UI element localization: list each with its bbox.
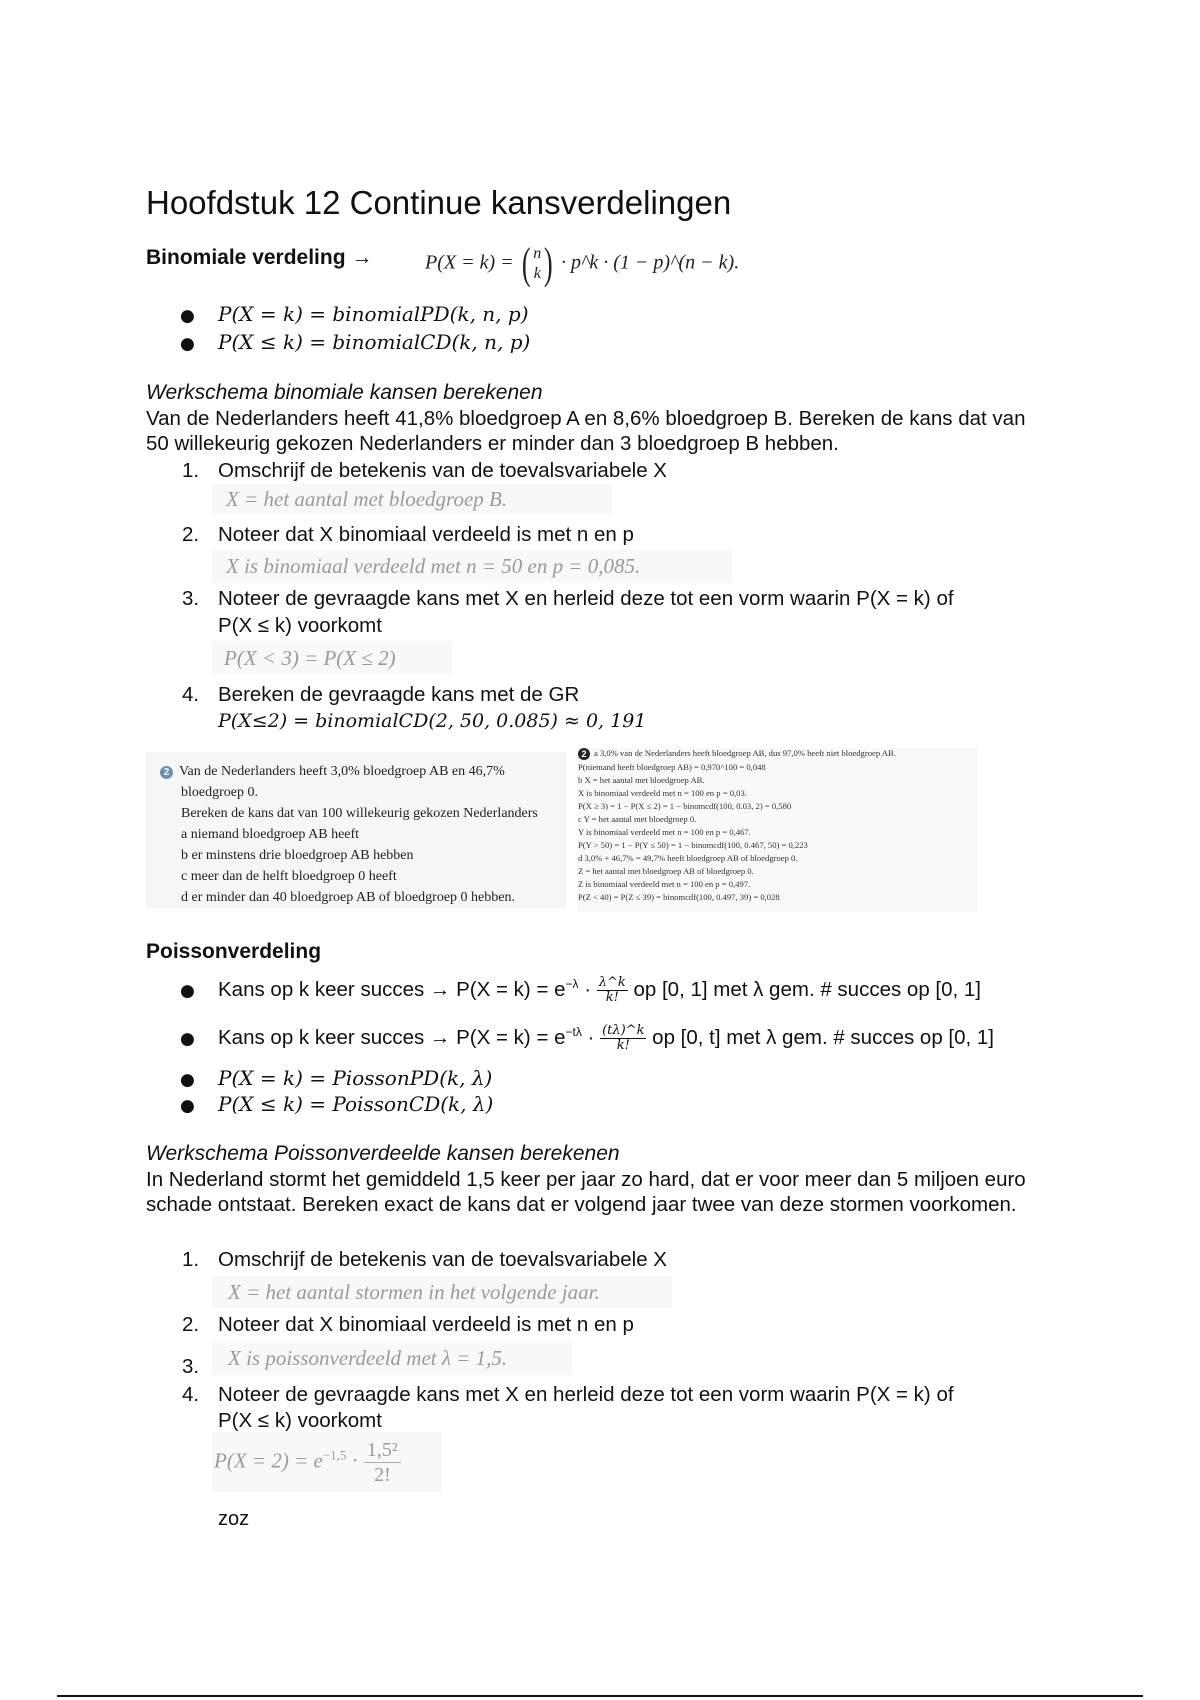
exercise-line-3: Bereken de kans dat van 100 willekeurig gekozen Nederlanders (181, 806, 538, 821)
exercise-line-c: c meer dan de helft bloedgroep 0 heeft (181, 869, 397, 884)
footer-note: zoz (218, 1508, 250, 1530)
footer-rule (57, 1695, 1143, 1697)
binomial-answer-3: P(X < 3) = P(X ≤ 2) (224, 646, 396, 670)
poisson-bullet-2-pre: Kans op k keer succes → P(X = k) = e (218, 1025, 566, 1049)
binomial-answer-2: X is binomiaal verdeeld met n = 50 en p = 0,085. (226, 554, 641, 578)
poisson-problem: In Nederland stormt het gemiddeld 1,5 keer per jaar zo hard, dat er voor meer dan 5 miljoen euro schade ontstaat. Bereken exact de kans dat er volgend jaar twee van deze stormen voorkomen. (146, 1168, 1026, 1216)
binomial-step-3: 3. Noteer de gevraagde kans met X en herleid deze tot een vorm waarin P(X = k) of (182, 587, 954, 610)
poisson-bullet-2-frac: $\frac{(t\lambda)\^{}k}{k!}$ (602, 1023, 645, 1053)
paren-left: ( (521, 239, 531, 288)
solution-line-8: P(Y > 50) = 1 − P(Y ≤ 50) = 1 − binomcdf(100, 0.467, 50) = 0,223 (578, 840, 808, 850)
poisson-answer-3: X is poissonverdeeld met λ = 1,5. (228, 1346, 508, 1370)
solution-line-12: P(Z < 40) = P(Z ≤ 39) = binomcdf(100, 0.497, 39) = 0,028 (578, 892, 780, 902)
solution-line-9: d 3,0% + 46,7% = 49,7% heeft bloedgroep AB of bloedgroep 0. (578, 853, 798, 863)
poisson-schema-heading: Werkschema Poissonverdeelde kansen berekenen (146, 1142, 620, 1165)
binomial-step-1: 1. Omschrijf de betekenis van de toevalsvariabele X (182, 459, 667, 482)
poisson-step-4-line2: P(X ≤ k) voorkomt (218, 1409, 382, 1432)
binomial-bullet-2: ● P(X ≤ k) = binomialCD(k, n, p) (180, 330, 531, 354)
binomial-heading: Binomiale verdeling → (146, 246, 373, 269)
binomial-step-4: 4. Bereken de gevraagde kans met de GR (182, 683, 580, 706)
formula-rhs: · p^k · (1 − p)^(n − k). (560, 251, 740, 274)
solution-line-2: P(niemand heeft bloedgroep AB) = 0,970^100 = 0,048 (578, 762, 766, 772)
solution-line-1: 2 a 3,0% van de Nederlanders heeft bloedgroep AB, dus 97,0% heeft niet bloedgroep AB. (578, 748, 896, 760)
poisson-step-1: 1. Omschrijf de betekenis van de toevalsvariabele X (182, 1248, 667, 1271)
poisson-heading: Poissonverdeling (146, 940, 322, 963)
page-title: Hoofdstuk 12 Continue kansverdelingen (146, 184, 732, 221)
poisson-bullet-4: ● P(X ≤ k) = PoissonCD(k, λ) (180, 1092, 494, 1116)
binom-coefficient: n k (533, 245, 542, 282)
poisson-bullet-1-frac: $\frac{\lambda\^{}k}{k!}$ (598, 975, 626, 1005)
binomial-formula (425, 239, 740, 288)
solution-line-11: Z is binomiaal verdeeld met n = 100 en p = 0,497. (578, 879, 751, 889)
solution-line-10: Z = het aantal met bloedgroep AB of bloedgroep 0. (578, 866, 754, 876)
solution-badge: 2 (578, 748, 590, 760)
poisson-step-2: 2. Noteer dat X binomiaal verdeeld is met n en p (182, 1313, 634, 1336)
binomial-problem: Van de Nederlanders heeft 41,8% bloedgroep A en 8,6% bloedgroep B. Bereken de kans dat van 50 willekeurig gekozen Nederlanders er minder dan 3 bloedgroep B hebben. (146, 407, 1026, 455)
exercise-line-b: b er minstens drie bloedgroep AB hebben (181, 848, 414, 863)
poisson-bullet-1-pre: Kans op k keer succes → P(X = k) = e (218, 977, 566, 1001)
exercise-image (146, 752, 566, 908)
solution-image (578, 748, 978, 912)
poisson-step-3: 3. (182, 1355, 200, 1378)
poisson-bullet-1: ● Kans op k keer succes → $P(X = k) = e^{-\lambda}$ · $\frac{\lambda\^{}k}{k!}$ op [0, 1] met λ gem. # succes op [0, 1] (180, 975, 982, 1005)
binomial-step-2: 2. Noteer dat X binomiaal verdeeld is met n en p (182, 523, 634, 546)
solution-line-6: c Y = het aantal met bloedgroep 0. (578, 814, 697, 824)
solution-line-5: P(X ≥ 3) = 1 − P(X ≤ 2) = 1 − binomcdf(100, 0.03, 2) = 0,580 (578, 801, 792, 811)
exercise-line-d: d er minder dan 40 bloedgroep AB of bloedgroep 0 hebben. (181, 890, 515, 905)
binomial-answer-1: X = het aantal met bloedgroep B. (226, 487, 508, 511)
poisson-bullet-2-post: op [0, t] met λ gem. # succes op [0, 1] (652, 1025, 995, 1049)
poisson-bullet-2: ● Kans op k keer succes → $P(X = k) = e^{-t\lambda}$ · $\frac{(t\lambda)\^{}k}{k!}$ op [0, t] met λ gem. # succes op [0, 1] (180, 1023, 995, 1053)
solution-line-3: b X = het aantal met bloedgroep AB. (578, 775, 705, 785)
binomial-bullet-1: ● P(X = k) = binomialPD(k, n, p) (180, 302, 529, 326)
poisson-answer-1: X = het aantal stormen in het volgende jaar. (228, 1280, 600, 1304)
solution-line-4: X is binomiaal verdeeld met n = 100 en p = 0,03. (578, 788, 747, 798)
poisson-bullet-3: ● P(X = k) = PiossonPD(k, λ) (180, 1066, 493, 1090)
binomial-step-4-calc: P(X≤2) = binomialCD(2, 50, 0.085) ≈ 0, 191 (218, 710, 647, 732)
poisson-answer-frac: $\frac{\text{1,5²}}{2!}$ (364, 1438, 401, 1487)
formula-lhs: P(X = k) = (425, 251, 514, 274)
paren-right: ) (544, 239, 554, 288)
poisson-step-4: 4. Noteer de gevraagde kans met X en herleid deze tot een vorm waarin P(X = k) of (182, 1383, 954, 1406)
binomial-schema-heading: Werkschema binomiale kansen berekenen (146, 381, 543, 404)
binomial-step-3-line2: P(X ≤ k) voorkomt (218, 614, 382, 637)
exercise-line-1: 2 Van de Nederlanders heeft 3,0% bloedgroep AB en 46,7% (160, 764, 505, 780)
poisson-bullet-1-post: op [0, 1] met λ gem. # succes op [0, 1] (633, 977, 982, 1001)
exercise-line-a: a niemand bloedgroep AB heeft (181, 827, 360, 842)
poisson-bullet-1-exp: −λ (565, 977, 579, 992)
solution-line-7: Y is binomiaal verdeeld met n = 100 en p = 0,467. (578, 827, 751, 837)
exercise-line-2: bloedgroep 0. (181, 785, 258, 800)
poisson-bullet-2-exp: −tλ (565, 1025, 582, 1040)
poisson-answer-4: $P(X = 2) = e^{-1,5}$ · $\frac{\text{1,5²}}{2!}$ (214, 1438, 401, 1487)
exercise-badge: 2 (160, 766, 173, 779)
